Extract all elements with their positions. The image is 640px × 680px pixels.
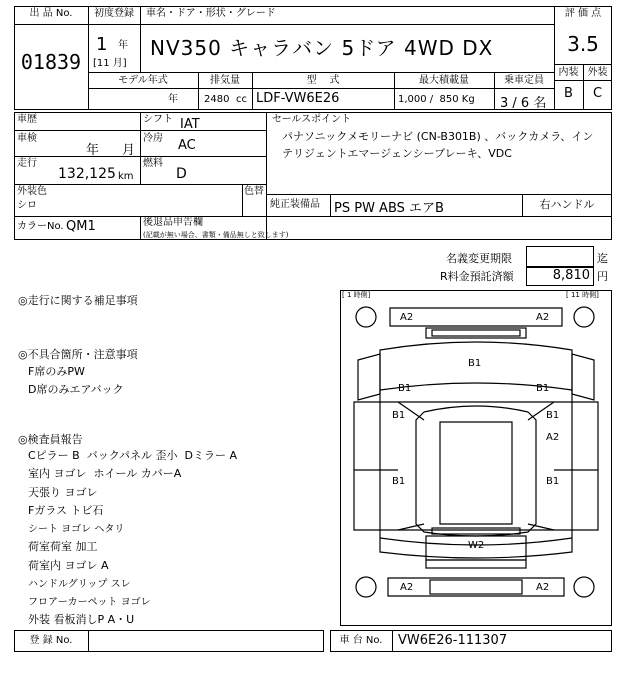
capacity-value: 3 / 6 名 bbox=[500, 96, 547, 111]
sales-point-label: セールスポイント bbox=[272, 114, 352, 125]
name-change-unit: 迄 bbox=[597, 252, 608, 265]
shift-value: IAT bbox=[180, 117, 200, 132]
genuine-equipment-label: 純正装備品 bbox=[270, 199, 320, 210]
exterior-color-value: シロ bbox=[17, 200, 37, 211]
damage-code: A2 bbox=[400, 312, 414, 323]
name-change-box bbox=[526, 246, 594, 268]
defect-item: F席のみPW bbox=[28, 365, 85, 378]
inspector-item: Cピラー B バックパネル 歪小 Dミラー A bbox=[28, 449, 238, 462]
score-label: 評 価 点 bbox=[564, 8, 602, 19]
fuel-label: 燃料 bbox=[143, 158, 163, 169]
inspector-item: ハンドルグリップ スレ bbox=[28, 579, 131, 590]
damage-code: B1 bbox=[392, 476, 406, 487]
damage-code: B1 bbox=[468, 358, 482, 369]
genuine-equipment-value: PS PW ABS エアB bbox=[334, 201, 444, 216]
steering-value: 右ハンドル bbox=[539, 198, 595, 211]
cooler-value: AC bbox=[178, 138, 196, 153]
displacement-value: 2480 bbox=[204, 94, 230, 105]
exterior-grade: C bbox=[592, 86, 603, 101]
recycle-fee-label: R料金預託済額 bbox=[440, 270, 514, 283]
van-outline-diagram bbox=[340, 290, 612, 626]
max-load-value: 1,000 / 850 Kg bbox=[398, 94, 475, 105]
color-change-label: 色替 bbox=[244, 186, 264, 197]
inspector-item: 天張り ヨゴレ bbox=[28, 486, 98, 499]
inspector-item: シート ヨゴレ ヘタリ bbox=[28, 524, 125, 535]
model-year-value: 年 bbox=[168, 94, 178, 105]
model-name-label: 車名・ドア・形状・グレード bbox=[146, 8, 276, 19]
damage-code: A2 bbox=[536, 312, 550, 323]
shift-label: シフト bbox=[143, 114, 173, 125]
type-label: 型 式 bbox=[306, 75, 340, 86]
inspector-item: 室内 ヨゴレ ホイール カバーA bbox=[28, 467, 182, 480]
inspector-item: 荷室荷室 加工 bbox=[28, 540, 98, 553]
mileage-label: 走行 bbox=[17, 158, 37, 169]
recycle-fee-value: 8,810 bbox=[552, 268, 590, 283]
capacity-label: 乗車定員 bbox=[504, 75, 544, 86]
sales-point-text: パナソニックメモリーナビ (CN-B301B) 、バックカメラ、インテリジェントエマージェンシーブレーキ、VDC bbox=[282, 130, 594, 160]
registration-label: 登 録 No. bbox=[29, 635, 73, 646]
mileage-unit: km bbox=[118, 171, 134, 182]
damage-code: A2 bbox=[536, 582, 550, 593]
aftermarket-note: (記載が無い場合、書類・備品無しと致します) bbox=[143, 231, 289, 239]
inspector-heading: ◎検査員報告 bbox=[18, 433, 83, 446]
model-name: NV350 キャラバン 5ドア 4WD DX bbox=[150, 36, 494, 60]
interior-grade: B bbox=[564, 86, 573, 101]
name-change-label: 名義変更期限 bbox=[446, 252, 512, 265]
fuel-value: D bbox=[176, 166, 187, 182]
lot-no-label: 出 品 No. bbox=[29, 8, 73, 19]
cooler-label: 冷房 bbox=[143, 133, 163, 144]
first-registration-year-unit: 年 bbox=[118, 40, 128, 51]
history-label: 車歴 bbox=[17, 114, 37, 125]
score-value: 3.5 bbox=[567, 32, 599, 56]
damage-code: A2 bbox=[400, 582, 414, 593]
max-load-label: 最大積載量 bbox=[419, 75, 469, 86]
color-no-value: QM1 bbox=[66, 219, 96, 234]
damage-code: B1 bbox=[536, 383, 550, 394]
displacement-label: 排気量 bbox=[210, 75, 240, 86]
damage-code: B1 bbox=[546, 410, 560, 421]
inspector-item: フロアーカーペット ヨゴレ bbox=[28, 597, 151, 608]
chassis-value: VW6E26-111307 bbox=[398, 633, 508, 648]
recycle-fee-unit: 円 bbox=[597, 270, 608, 283]
mileage-value: 132,125 bbox=[58, 166, 116, 182]
defect-item: D席のみエアバック bbox=[28, 383, 124, 396]
color-no-label: カラーNo. bbox=[17, 221, 64, 232]
damage-code: B1 bbox=[392, 410, 406, 421]
inspection-label: 車検 bbox=[17, 133, 37, 144]
type-value: LDF-VW6E26 bbox=[256, 91, 340, 106]
inspection-year: 年 bbox=[86, 143, 100, 158]
diagram-corner-right: [ 11 時側] bbox=[566, 291, 599, 299]
inspector-item: 外装 看板消しP A・U bbox=[28, 613, 135, 626]
interior-grade-label: 内装 bbox=[558, 67, 579, 78]
damage-code: B1 bbox=[546, 476, 560, 487]
first-registration-label: 初度登録 bbox=[94, 8, 134, 19]
first-registration-year: 1 bbox=[96, 34, 108, 55]
diagram-corner-left: [ 1 時側] bbox=[342, 291, 371, 299]
chassis-label: 車 台 No. bbox=[339, 635, 383, 646]
exterior-grade-label: 外装 bbox=[587, 67, 608, 78]
driving-notes-heading: ◎走行に関する補足事項 bbox=[18, 294, 138, 307]
inspector-item: Fガラス トビ石 bbox=[28, 504, 104, 517]
damage-code: A2 bbox=[546, 432, 560, 443]
model-year-label: モデル年式 bbox=[118, 75, 168, 86]
first-registration-month: [11 月] bbox=[93, 58, 127, 69]
aftermarket-label: 後退品申告欄 bbox=[143, 217, 203, 228]
exterior-color-label: 外装色 bbox=[17, 186, 47, 197]
damage-code: B1 bbox=[398, 383, 412, 394]
damage-code: W2 bbox=[468, 540, 485, 551]
lot-no: 01839 bbox=[20, 50, 82, 74]
inspector-item: 荷室内 ヨゴレ A bbox=[28, 559, 109, 572]
defects-heading: ◎不具合箇所・注意事項 bbox=[18, 348, 138, 361]
displacement-unit: cc bbox=[236, 94, 247, 105]
inspection-month: 月 bbox=[122, 143, 136, 158]
